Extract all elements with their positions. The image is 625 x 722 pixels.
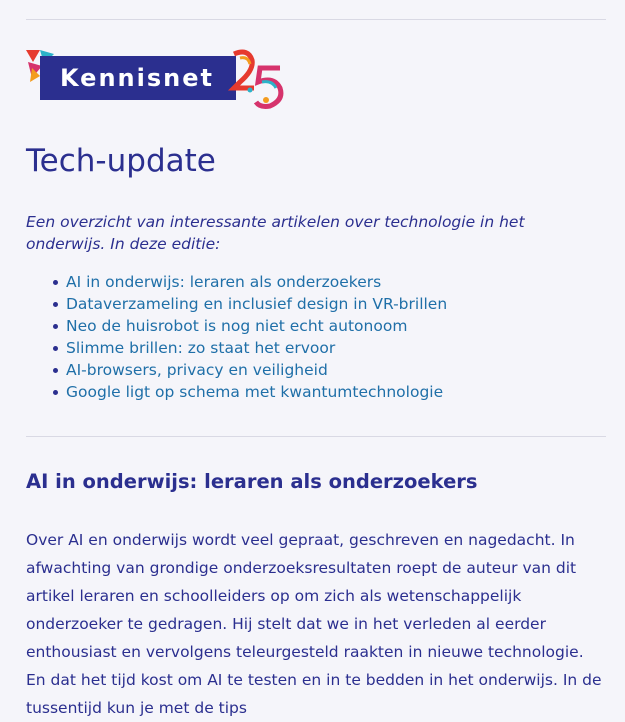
toc-link-ai-browsers[interactable]: AI-browsers, privacy en veiligheid [66, 361, 328, 379]
toc-item [26, 293, 447, 315]
logo-wordmark: Kennisnet [60, 64, 214, 92]
page-title: Tech-update [26, 143, 216, 179]
toc-item [26, 315, 447, 337]
article-title: AI in onderwijs: leraren als onderzoekers [26, 470, 478, 493]
toc-item [26, 359, 447, 381]
bullet-icon [53, 390, 58, 395]
toc-link-kwantum[interactable]: Google ligt op schema met kwantumtechnologie [66, 383, 444, 401]
toc-item [26, 381, 447, 403]
toc-link-ai-onderwijs[interactable]: AI in onderwijs: leraren als onderzoekers [66, 273, 382, 291]
section-divider [26, 436, 606, 437]
bullet-icon [53, 368, 58, 373]
bullet-icon [53, 302, 58, 307]
bullet-icon [53, 346, 58, 351]
toc-item [26, 337, 447, 359]
toc-link-vr-brillen[interactable]: Dataverzameling en inclusief design in VR-brillen [66, 295, 448, 313]
bullet-icon [53, 324, 58, 329]
toc-link-slimme-brillen[interactable]: Slimme brillen: zo staat het ervoor [66, 339, 336, 357]
kennisnet-logo[interactable] [26, 50, 288, 108]
top-divider [26, 19, 606, 20]
toc-item [26, 271, 447, 293]
toc-link-neo-huisrobot[interactable]: Neo de huisrobot is nog niet echt autonoom [66, 317, 408, 335]
bullet-icon [53, 280, 58, 285]
article-body: Over AI en onderwijs wordt veel gepraat, geschreven en nagedacht. In afwachting van grondige onderzoeksresultaten roept de auteur van dit artikel leraren en schoolleiders op om zich als wetenschappelijk onderzoeker te gedragen. Hij stelt dat we in het verleden al eerder enthousiast en vervolgens teleurgesteld raakten in nieuwe technologie. En dat het tijd kost om AI te testen en in te bedden in het onderwijs. In de tussentijd kun je met de tips [26, 531, 602, 717]
intro-text: Een overzicht van interessante artikelen over technologie in het onderwijs. In deze editie: [26, 213, 525, 253]
table-of-contents [26, 271, 447, 403]
